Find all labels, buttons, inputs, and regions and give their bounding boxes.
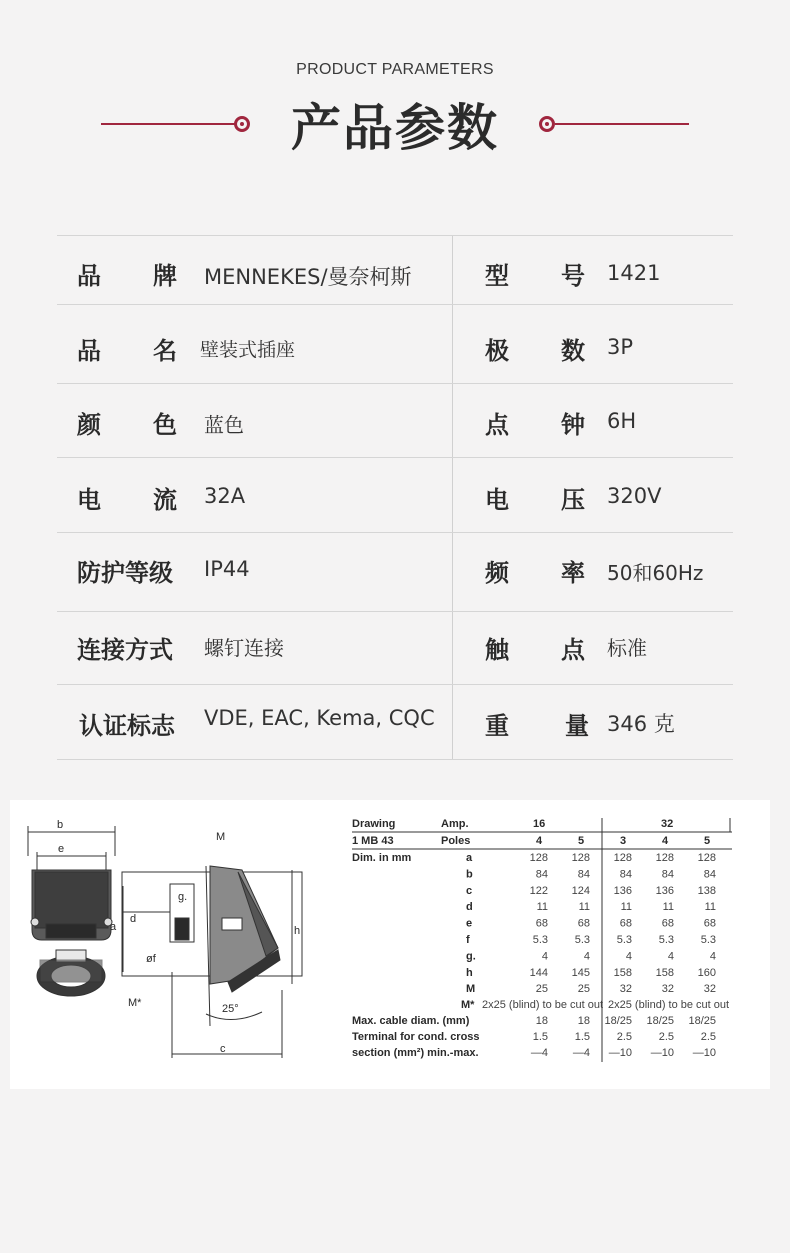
dim-value: 136	[613, 884, 632, 897]
param-row	[57, 457, 733, 533]
dim-value: 68	[577, 917, 590, 930]
dim-value: 68	[661, 917, 674, 930]
spec-value: —4	[530, 1047, 548, 1059]
dim-value: 4	[583, 950, 590, 963]
spec-value: 2.5	[700, 1031, 716, 1043]
dim-value: 84	[661, 868, 674, 881]
param-label-char: 钟	[561, 411, 585, 439]
technical-drawing-panel	[10, 800, 770, 1089]
param-value: 6H	[607, 409, 637, 433]
param-value: MENNEKES/曼奈柯斯	[204, 265, 412, 289]
dim-value: 84	[703, 868, 716, 881]
dim-value: 158	[613, 966, 632, 979]
param-label-char: 号	[561, 262, 585, 290]
section-title: 产品参数	[291, 99, 499, 157]
param-label-char: 率	[561, 559, 585, 587]
param-value: 蓝色	[204, 413, 244, 437]
table-header-amp: Amp.	[441, 818, 469, 830]
spec-value: 2.5	[616, 1031, 632, 1043]
dim-label-c: c	[220, 1043, 226, 1055]
dim-label-angle: 25°	[222, 1003, 239, 1015]
dim-label-Mstar: M*	[128, 997, 142, 1009]
spec-value: 2.5	[658, 1031, 674, 1043]
dimension-rows	[466, 852, 716, 995]
dim-label-M: M	[216, 831, 226, 843]
dim-value: 68	[703, 917, 716, 930]
dim-value: 5.3	[616, 934, 632, 946]
param-row	[57, 304, 733, 384]
dim-value: 128	[697, 852, 716, 864]
dim-value: 4	[709, 950, 716, 963]
dim-value: 5.3	[658, 934, 674, 946]
dim-key: b	[466, 868, 473, 881]
param-label-char: 点	[561, 636, 585, 664]
dim-title: Dim. in mm	[352, 852, 412, 864]
dim-value: 122	[529, 884, 548, 897]
dim-value: 138	[697, 884, 716, 897]
param-label	[77, 256, 177, 291]
dim-value: 11	[704, 901, 716, 914]
param-value: 320V	[607, 484, 662, 508]
param-label	[485, 331, 585, 366]
param-label	[485, 630, 585, 665]
section-subtitle: PRODUCT PARAMETERS	[296, 61, 494, 78]
poles-value: 5	[578, 835, 585, 847]
param-label	[485, 553, 585, 588]
table-header-poles: Poles	[441, 835, 471, 847]
param-label-char: 色	[153, 411, 177, 439]
dim-value: 5.3	[700, 934, 716, 946]
dim-value: 84	[535, 868, 548, 881]
spec-value: 18	[535, 1015, 548, 1027]
param-label-char: 品	[77, 262, 101, 290]
param-label-char: 颜	[77, 411, 101, 439]
param-row	[57, 532, 733, 612]
param-value: IP44	[204, 557, 250, 581]
dim-label-g: g.	[178, 891, 188, 903]
dim-value: 11	[578, 901, 590, 914]
param-label-char: 电	[77, 486, 101, 514]
param-label	[77, 331, 177, 366]
technical-drawing	[10, 800, 770, 1089]
spec-value: 1.5	[574, 1031, 590, 1043]
terminal-label: Terminal for cond. cross	[352, 1031, 480, 1043]
dim-value: 128	[613, 852, 632, 864]
dim-key: M	[466, 983, 476, 996]
param-label: 认证标志	[79, 712, 175, 740]
dim-value: 84	[577, 868, 590, 881]
param-value: 壁装式插座	[200, 339, 296, 361]
spec-value: —10	[650, 1047, 674, 1059]
param-label	[77, 405, 177, 440]
dim-value: 128	[655, 852, 674, 864]
mstar-left-value: 2x25 (blind) to be cut out	[482, 999, 604, 1011]
table-header-model: 1 MB 43	[352, 835, 394, 847]
table-header-32: 32	[661, 818, 674, 830]
dim-key: a	[466, 852, 473, 864]
dim-value: 144	[529, 966, 548, 979]
param-label-char: 数	[561, 337, 585, 365]
param-value: 346 克	[607, 712, 675, 736]
param-value: 标准	[607, 636, 647, 660]
dim-value: 11	[620, 901, 632, 914]
dim-value: 128	[571, 852, 590, 864]
dim-value: 68	[535, 917, 548, 930]
section-label: section (mm²) min.-max.	[352, 1047, 479, 1059]
dim-value: 32	[619, 983, 632, 996]
dim-value: 4	[625, 950, 632, 963]
spec-value: —10	[608, 1047, 632, 1059]
dim-value: 4	[667, 950, 674, 963]
param-label	[485, 256, 585, 291]
dim-label-h: h	[294, 925, 301, 937]
param-label: 防护等级	[77, 559, 173, 587]
poles-value: 3	[620, 835, 627, 847]
dim-key: c	[466, 884, 473, 897]
param-label-char: 品	[77, 337, 101, 365]
param-value: 32A	[204, 484, 246, 508]
param-label-char: 重	[485, 712, 509, 740]
table-header-16: 16	[533, 818, 546, 830]
param-value: 螺钉连接	[204, 636, 284, 660]
spec-value: 18/25	[646, 1015, 674, 1027]
param-label-char: 电	[485, 486, 509, 514]
parameters-table	[57, 235, 733, 760]
poles-value: 4	[662, 835, 669, 847]
table-header-drawing: Drawing	[352, 818, 396, 830]
param-label-char: 压	[561, 486, 585, 514]
dim-value: 5.3	[532, 934, 548, 946]
param-label-char: 流	[153, 486, 177, 514]
dim-value: 136	[655, 884, 674, 897]
front-view-drawing	[28, 826, 115, 996]
mstar-right-value: 2x25 (blind) to be cut out	[608, 999, 730, 1011]
spec-value: 18/25	[688, 1015, 716, 1027]
param-label-char: 量	[565, 712, 589, 740]
spec-value: —10	[692, 1047, 716, 1059]
dim-value: 32	[661, 983, 674, 996]
param-row	[57, 383, 733, 458]
param-label-char: 频	[485, 559, 509, 587]
dim-value: 160	[697, 966, 716, 979]
dim-value: 84	[619, 868, 632, 881]
dim-value: 32	[703, 983, 716, 996]
extra-rows	[531, 1015, 716, 1059]
param-row	[57, 611, 733, 685]
dim-key: f	[466, 934, 470, 946]
dim-value: 4	[541, 950, 548, 963]
param-value: 50和60Hz	[607, 561, 704, 585]
param-value: 1421	[607, 261, 661, 285]
param-label-char: 点	[485, 411, 509, 439]
dim-value: 158	[655, 966, 674, 979]
param-label: 连接方式	[77, 636, 173, 664]
poles-value: 4	[536, 835, 543, 847]
param-label-char: 牌	[153, 262, 177, 290]
spec-value: 18	[577, 1015, 590, 1027]
dim-label-d: d	[130, 913, 137, 925]
dim-key: h	[466, 966, 473, 979]
spec-value: 1.5	[532, 1031, 548, 1043]
page-header	[0, 0, 790, 200]
param-label-char: 极	[485, 337, 509, 365]
mstar-key: M*	[461, 999, 475, 1011]
decorative-line-right	[555, 123, 689, 125]
param-label	[77, 480, 177, 515]
param-label-char: 名	[153, 337, 177, 365]
dim-value: 11	[662, 901, 674, 914]
dim-label-e: e	[58, 843, 65, 855]
param-label-char: 型	[485, 262, 509, 290]
dim-key: g.	[466, 950, 476, 963]
dim-key: d	[466, 901, 473, 914]
dim-value: 25	[577, 983, 590, 996]
decorative-dot-right	[539, 116, 555, 132]
param-value: VDE, EAC, Kema, CQC	[204, 706, 435, 730]
spec-value: 18/25	[604, 1015, 632, 1027]
dim-value: 124	[571, 884, 590, 897]
dim-label-f: øf	[146, 953, 156, 965]
dim-value: 25	[535, 983, 548, 996]
dim-value: 68	[619, 917, 632, 930]
param-row	[57, 236, 733, 305]
param-row	[57, 684, 733, 760]
dim-value: 5.3	[574, 934, 590, 946]
dim-value: 11	[536, 901, 548, 914]
dim-value: 145	[571, 966, 590, 979]
spec-value: —4	[572, 1047, 590, 1059]
dim-label-b: b	[57, 819, 64, 831]
dim-value: 128	[529, 852, 548, 864]
param-label	[485, 706, 589, 741]
param-label	[485, 405, 585, 440]
dim-label-a: a	[110, 921, 117, 933]
dim-key: e	[466, 917, 473, 930]
poles-value: 5	[704, 835, 711, 847]
cable-label: Max. cable diam. (mm)	[352, 1015, 470, 1027]
param-value: 3P	[607, 335, 634, 359]
param-label	[485, 480, 585, 515]
param-label-char: 触	[485, 636, 509, 664]
